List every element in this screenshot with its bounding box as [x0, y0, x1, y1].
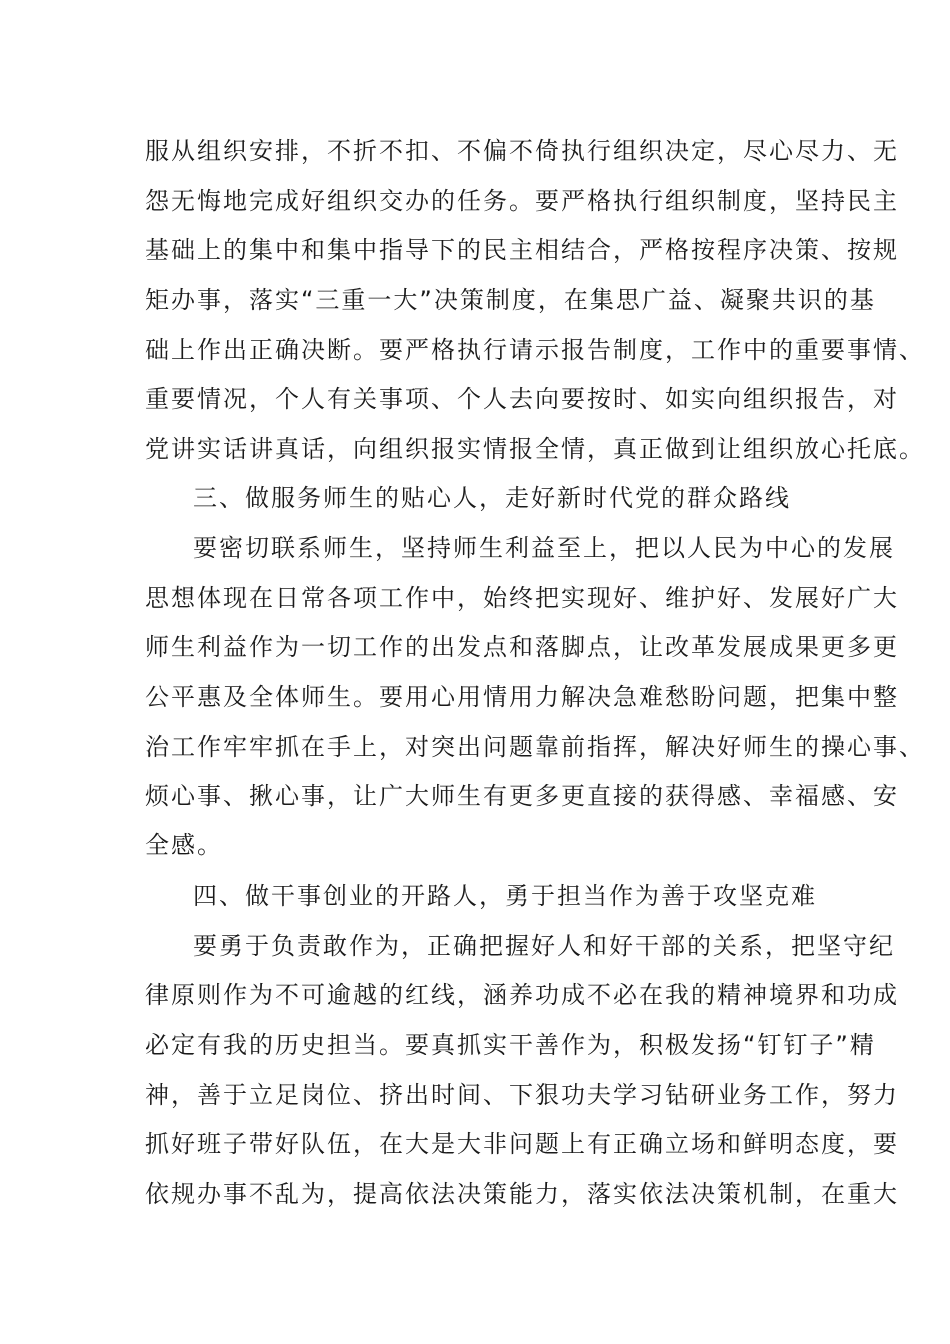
text-line: 重要情况，个人有关事项、个人去向要按时、如实向组织报告，对: [145, 385, 899, 413]
text-line: 要勇于负责敢作为，正确把握好人和好干部的关系，把坚守纪: [193, 932, 895, 960]
text-line: 律原则作为不可逾越的红线，涵养功成不必在我的精神境界和功成: [145, 981, 899, 1009]
text-line: 础上作出正确决断。要严格执行请示报告制度，工作中的重要事情、: [145, 336, 925, 364]
text-line: 基础上的集中和集中指导下的民主相结合，严格按程序决策、按规: [145, 236, 899, 264]
text-line: 公平惠及全体师生。要用心用情用力解决急难愁盼问题，把集中整: [145, 683, 899, 711]
text-line: 神，善于立足岗位、挤出时间、下狠功夫学习钻研业务工作，努力: [145, 1081, 899, 1109]
section-heading: 四、做干事创业的开路人，勇于担当作为善于攻坚克难: [193, 882, 817, 910]
text-line: 烦心事、揪心事，让广大师生有更多更直接的获得感、幸福感、安: [145, 782, 899, 810]
text-line: 思想体现在日常各项工作中，始终把实现好、维护好、发展好广大: [145, 584, 899, 612]
text-line: 服从组织安排，不折不扣、不偏不倚执行组织决定，尽心尽力、无: [145, 137, 899, 165]
text-line: 怨无悔地完成好组织交办的任务。要严格执行组织制度，坚持民主: [145, 187, 899, 215]
text-line: 矩办事，落实“三重一大”决策制度，在集思广益、凝聚共识的基: [145, 286, 876, 314]
text-line: 要密切联系师生，坚持师生利益至上，把以人民为中心的发展: [193, 534, 895, 562]
text-line: 抓好班子带好队伍，在大是大非问题上有正确立场和鲜明态度，要: [145, 1130, 899, 1158]
text-line: 师生利益作为一切工作的出发点和落脚点，让改革发展成果更多更: [145, 633, 899, 661]
text-line: 党讲实话讲真话，向组织报实情报全情，真正做到让组织放心托底。: [145, 435, 925, 463]
text-line: 治工作牢牢抓在手上，对突出问题靠前指挥，解决好师生的操心事、: [145, 733, 925, 761]
text-line: 必定有我的历史担当。要真抓实干善作为，积极发扬“钉钉子”精: [145, 1031, 876, 1059]
text-line: 依规办事不乱为，提高依法决策能力，落实依法决策机制，在重大: [145, 1180, 899, 1208]
text-line: 全感。: [145, 831, 223, 859]
section-heading: 三、做服务师生的贴心人，走好新时代党的群众路线: [193, 484, 791, 512]
